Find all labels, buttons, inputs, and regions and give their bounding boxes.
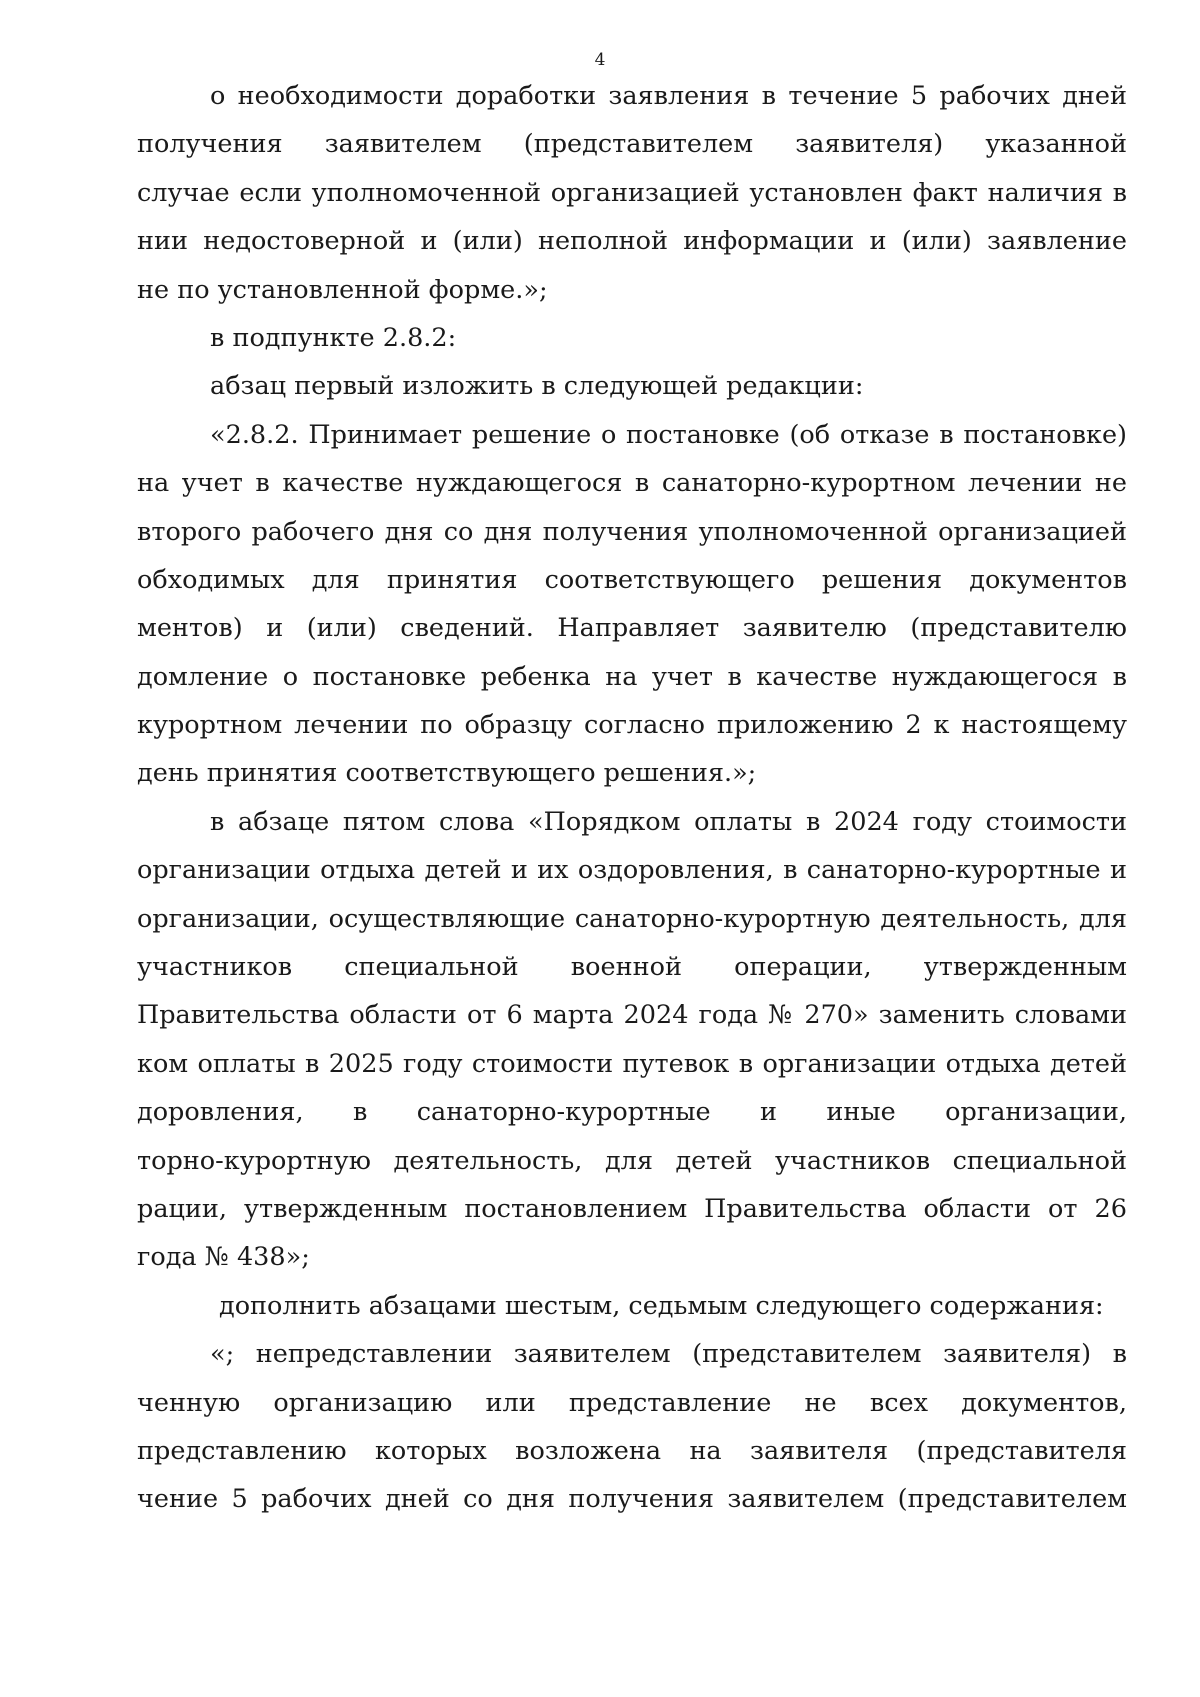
text-line: Правительства области от 6 марта 2024 года № 270» заменить словами xyxy=(137,1000,1127,1031)
text-line: день принятия соответствующего решения.»; xyxy=(137,758,757,789)
text-line: о необходимости доработки заявления в течение 5 рабочих дней xyxy=(210,81,1127,111)
text-line: «2.8.2. Принимает решение о постановке (об отказе в постановке) xyxy=(210,419,1127,450)
text-line: курортном лечении по образцу согласно приложению 2 к настоящему xyxy=(137,710,1127,741)
text-line: «; непредставлении заявителем (представителем заявителя) в xyxy=(210,1339,1127,1370)
text-line: нии недостоверной и (или) неполной информации и (или) заявление xyxy=(137,226,1127,257)
text-line: дополнить абзацами шестым, седьмым следующего содержания: xyxy=(219,1290,1104,1321)
text-line: в подпункте 2.8.2: xyxy=(210,322,457,353)
text-line: получения заявителем (представителем заявителя) указанной xyxy=(137,129,1127,160)
text-line: ментов) и (или) сведений. Направляет заявителю (представителю xyxy=(137,613,1127,644)
text-line: организации, осуществляющие санаторно-курортную деятельность, для xyxy=(137,903,1127,934)
text-line: рации, утвержденным постановлением Правительства области от 26 xyxy=(137,1193,1127,1224)
text-line: ченную организацию или представление не всех документов, xyxy=(137,1387,1127,1418)
text-line: чение 5 рабочих дней со дня получения заявителем (представителем xyxy=(137,1484,1127,1515)
text-line: обходимых для принятия соответствующего решения документов xyxy=(137,564,1127,595)
text-line: второго рабочего дня со дня получения уполномоченной организацией xyxy=(137,516,1127,547)
text-line: участников специальной военной операции, утвержденным xyxy=(137,952,1127,983)
document-body xyxy=(137,72,1127,1524)
text-line: на учет в качестве нуждающегося в санаторно-курортном лечении не xyxy=(137,468,1127,499)
text-line: не по установленной форме.»; xyxy=(137,274,548,305)
text-line: случае если уполномоченной организацией установлен факт наличия в xyxy=(137,177,1127,208)
text-line: доровления, в санаторно-курортные и иные организации, xyxy=(137,1097,1127,1128)
text-line: ком оплаты в 2025 году стоимости путевок в организации отдыха детей xyxy=(137,1048,1127,1079)
text-line: представлению которых возложена на заявителя (представителя xyxy=(137,1435,1127,1466)
text-line: в абзаце пятом слова «Порядком оплаты в 2024 году стоимости xyxy=(210,806,1127,837)
text-line: домление о постановке ребенка на учет в качестве нуждающегося в xyxy=(137,661,1127,692)
text-line: абзац первый изложить в следующей редакции: xyxy=(210,371,864,402)
text-line: года № 438»; xyxy=(137,1242,310,1273)
page-number: 4 xyxy=(594,50,606,70)
text-line: организации отдыха детей и их оздоровления, в санаторно-курортные и xyxy=(137,855,1127,886)
text-line: торно-курортную деятельность, для детей участников специальной xyxy=(137,1145,1127,1176)
